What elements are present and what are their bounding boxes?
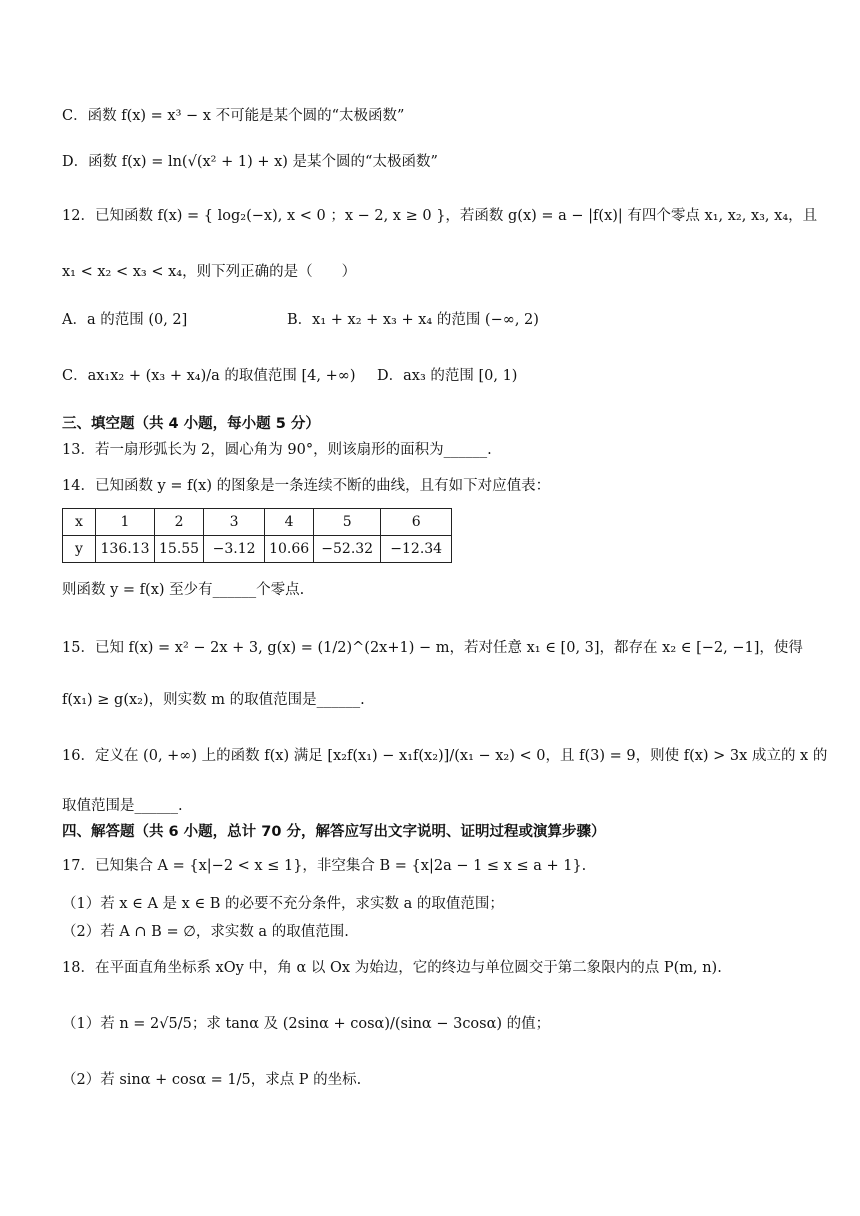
question-12-option-d: D．ax₃ 的范围 [0, 1)	[377, 368, 518, 384]
question-11-option-c: C．函数 f(x) = x³ − x 不可能是某个圆的“太极函数”	[62, 108, 405, 124]
question-14: 14．已知函数 y = f(x) 的图象是一条连续不断的曲线，且有如下对应值表：	[62, 478, 551, 494]
table-cell: 1	[96, 509, 155, 536]
table-cell: 6	[381, 509, 452, 536]
value-table	[62, 508, 452, 563]
table-cell: 2	[155, 509, 204, 536]
question-12-stem: 12．已知函数 f(x) = { log₂(−x), x < 0 ；x − 2, x ≥ 0 }，若函数 g(x) = a − |f(x)| 有四个零点 x₁, x₂, x₃, x₄，且	[62, 208, 818, 224]
table-row-x	[63, 509, 452, 536]
table-cell: 15.55	[155, 536, 204, 563]
question-18: 18．在平面直角坐标系 xOy 中，角 α 以 Ox 为始边，它的终边与单位圆交于第二象限内的点 P(m, n).	[62, 960, 722, 976]
question-17-part-2: （2）若 A ∩ B = ∅，求实数 a 的取值范围.	[62, 924, 349, 940]
table-header-x: x	[63, 509, 96, 536]
table-cell: −52.32	[314, 536, 381, 563]
table-cell: −3.12	[204, 536, 265, 563]
table-cell: 4	[265, 509, 314, 536]
question-13: 13．若一扇形弧长为 2，圆心角为 90°，则该扇形的面积为______.	[62, 442, 492, 458]
section-3-heading: 三、填空题（共 4 小题，每小题 5 分）	[62, 416, 320, 432]
question-17-part-1: （1）若 x ∈ A 是 x ∈ B 的必要不充分条件，求实数 a 的取值范围；	[62, 896, 504, 912]
question-17: 17．已知集合 A = {x|−2 < x ≤ 1}，非空集合 B = {x|2a − 1 ≤ x ≤ a + 1}.	[62, 858, 587, 874]
question-12-stem-cont: x₁ < x₂ < x₃ < x₄，则下列正确的是（ ）	[62, 264, 357, 280]
section-4-heading: 四、解答题（共 6 小题，总计 70 分，解答应写出文字说明、证明过程或演算步骤）	[62, 824, 606, 840]
question-15-stem-cont: f(x₁) ≥ g(x₂)，则实数 m 的取值范围是______.	[62, 692, 365, 708]
question-11-option-d: D．函数 f(x) = ln(√(x² + 1) + x) 是某个圆的“太极函数”	[62, 154, 438, 170]
question-16-stem-cont: 取值范围是______.	[62, 798, 183, 814]
table-cell: 136.13	[96, 536, 155, 563]
question-18-part-2: （2）若 sinα + cosα = 1/5，求点 P 的坐标.	[62, 1072, 362, 1088]
table-row-y	[63, 536, 452, 563]
question-14-conclusion: 则函数 y = f(x) 至少有______个零点.	[62, 582, 305, 598]
table-cell: 10.66	[265, 536, 314, 563]
table-header-y: y	[63, 536, 96, 563]
table-cell: 3	[204, 509, 265, 536]
question-15-stem: 15．已知 f(x) = x² − 2x + 3, g(x) = (1/2)^(2x+1) − m，若对任意 x₁ ∈ [0, 3]，都存在 x₂ ∈ [−2, −1]，使得	[62, 640, 803, 656]
question-12-option-c: C．ax₁x₂ + (x₃ + x₄)/a 的取值范围 [4, +∞)	[62, 368, 356, 384]
question-12-option-a: A．a 的范围 (0, 2]	[62, 312, 188, 328]
table-cell: 5	[314, 509, 381, 536]
question-18-part-1: （1）若 n = 2√5/5；求 tanα 及 (2sinα + cosα)/(sinα − 3cosα) 的值；	[62, 1016, 551, 1032]
table-cell: −12.34	[381, 536, 452, 563]
question-16-stem: 16．定义在 (0, +∞) 上的函数 f(x) 满足 [x₂f(x₁) − x₁f(x₂)]/(x₁ − x₂) < 0，且 f(3) = 9，则使 f(x) > 3x 成立的 x 的	[62, 748, 828, 764]
question-12-option-b: B．x₁ + x₂ + x₃ + x₄ 的范围 (−∞, 2)	[287, 312, 539, 328]
